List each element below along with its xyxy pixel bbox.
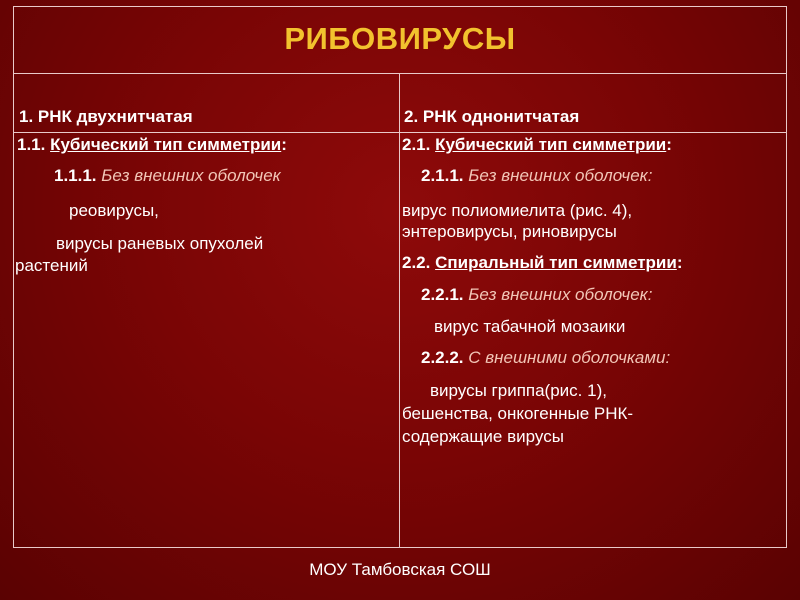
left-column-header: 1. РНК двухнитчатая <box>19 107 193 126</box>
right-section-2-1-1-text: Без внешних оболочек: <box>468 166 653 185</box>
right-section-2-2-colon: : <box>676 253 683 272</box>
right-column-header: 2. РНК однонитчатая <box>404 107 580 126</box>
right-item-influenza: вирусы гриппа(рис. 1), <box>430 381 607 400</box>
right-section-2-1-number: 2.1. <box>402 135 436 154</box>
right-section-2-2-2 <box>421 347 670 369</box>
right-section-2-2-1-text: Без внешних оболочек: <box>468 285 653 304</box>
left-section-1-1-text: Кубический тип симметрии <box>50 135 282 154</box>
left-item-reoviruses: реовирусы, <box>69 201 159 220</box>
right-item-tobacco: вирус табачной мозаики <box>434 317 626 336</box>
column-divider <box>399 74 400 548</box>
classification-table <box>13 6 787 548</box>
right-section-2-1-1 <box>421 165 652 187</box>
right-item-rabies: бешенства, онкогенные РНК- <box>402 404 634 423</box>
right-section-2-2-number: 2.2. <box>402 253 436 272</box>
left-item-tumor-viruses-line2: растений <box>15 256 88 275</box>
right-section-2-2 <box>402 252 682 274</box>
right-section-2-1 <box>402 134 672 156</box>
right-section-2-2-1-number: 2.2.1. <box>421 285 469 304</box>
right-section-2-2-2-text: С внешними оболочками: <box>468 348 671 367</box>
right-section-2-1-1-number: 2.1.1. <box>421 166 469 185</box>
title-row <box>14 7 786 74</box>
right-item-rna-viruses: содержащие вирусы <box>402 427 564 446</box>
right-section-2-1-colon: : <box>666 135 672 154</box>
left-section-1-1-1-text: Без внешних оболочек <box>101 166 281 185</box>
right-section-2-2-2-number: 2.2.2. <box>421 348 469 367</box>
page-title: РИБОВИРУСЫ <box>284 21 516 56</box>
right-section-2-2-text: Спиральный тип симметрии <box>435 253 677 272</box>
right-section-2-2-1 <box>421 284 652 306</box>
right-item-polio: вирус полиомиелита (рис. 4), <box>402 201 633 220</box>
left-section-1-1-colon: : <box>281 135 287 154</box>
right-item-entero: энтеровирусы, риновирусы <box>402 222 617 241</box>
left-section-1-1-number: 1.1. <box>17 135 51 154</box>
left-item-tumor-viruses-line1: вирусы раневых опухолей <box>56 234 264 253</box>
header-divider <box>14 132 786 133</box>
right-section-2-1-text: Кубический тип симметрии <box>435 135 667 154</box>
left-section-1-1 <box>17 134 287 156</box>
left-section-1-1-1 <box>54 165 281 187</box>
footer-school: МОУ Тамбовская СОШ <box>309 560 491 579</box>
left-section-1-1-1-number: 1.1.1. <box>54 166 102 185</box>
